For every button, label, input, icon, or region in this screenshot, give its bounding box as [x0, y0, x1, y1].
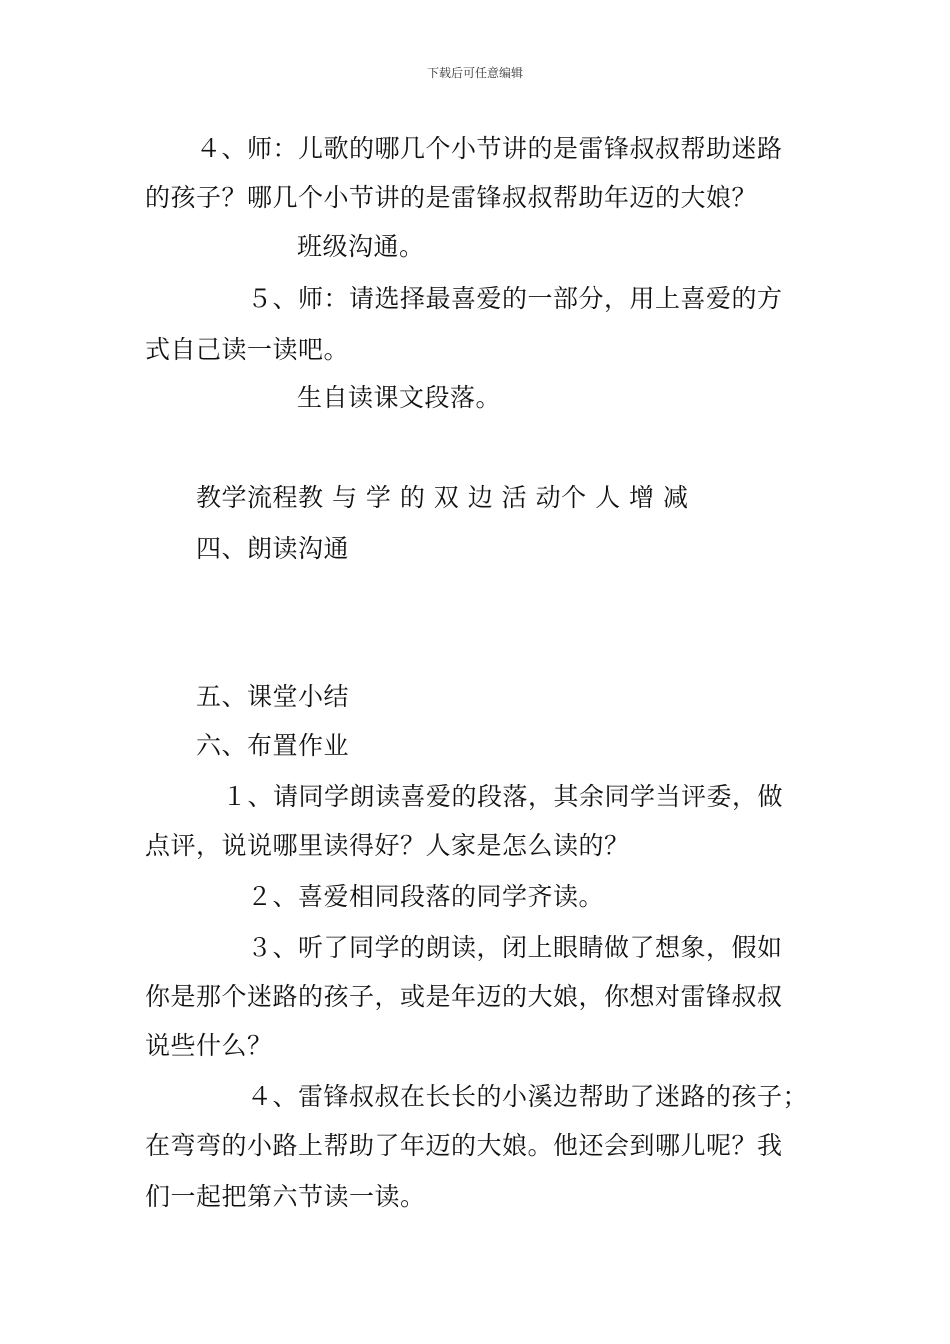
paragraph-line: １、请同学朗读喜爱的段落，其余同学当评委，做 — [222, 782, 784, 811]
paragraph-line: ５、师：请选择最喜爱的一部分，用上喜爱的方 — [247, 284, 783, 313]
section-heading: 六、布置作业 — [196, 731, 350, 760]
section-heading: 五、课堂小结 — [196, 682, 350, 711]
section-row-header: 教学流程教 与 学 的 双 边 活 动个 人 增 减 — [196, 483, 689, 512]
paragraph-line: 说些什么？ — [145, 1031, 273, 1060]
paragraph-line: ４、雷锋叔叔在长长的小溪边帮助了迷路的孩子； — [247, 1082, 809, 1111]
paragraph-line: 你是那个迷路的孩子，或是年迈的大娘，你想对雷锋叔叔 — [145, 982, 783, 1011]
paragraph-line: 班级沟通。 — [297, 232, 425, 261]
paragraph-line: ２、喜爱相同段落的同学齐读。 — [247, 882, 605, 911]
paragraph-line: 在弯弯的小路上帮助了年迈的大娘。他还会到哪儿呢？我 — [145, 1131, 783, 1160]
paragraph-line: 点评，说说哪里读得好？人家是怎么读的？ — [145, 831, 630, 860]
paragraph-line: ３、听了同学的朗读，闭上眼睛做了想象，假如 — [247, 933, 783, 962]
paragraph-line: 生自读课文段落。 — [297, 383, 502, 412]
paragraph-line: 的孩子？哪几个小节讲的是雷锋叔叔帮助年迈的大娘？ — [145, 183, 758, 212]
section-heading: 四、朗读沟通 — [196, 534, 350, 563]
paragraph-line: 们一起把第六节读一读。 — [145, 1182, 426, 1211]
page-header: 下载后可任意编辑 — [426, 66, 523, 80]
paragraph-line: ４、师：儿歌的哪几个小节讲的是雷锋叔叔帮助迷路 — [196, 134, 783, 163]
paragraph-line: 式自己读一读吧。 — [145, 335, 350, 364]
